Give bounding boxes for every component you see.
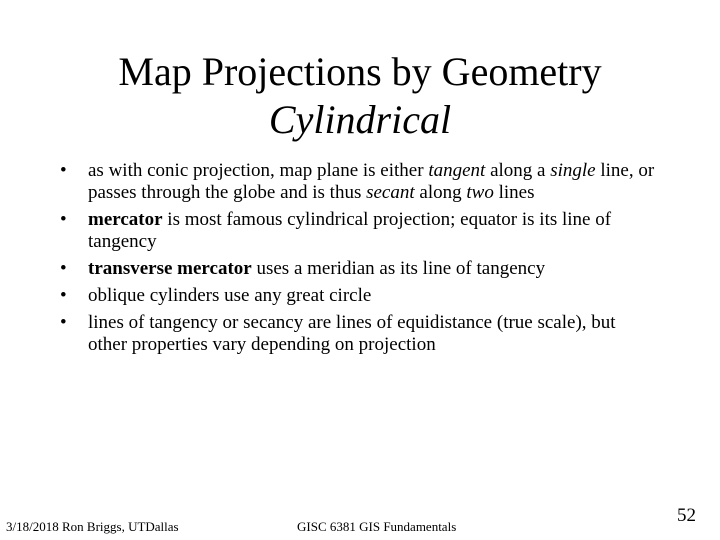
bullet-item — [56, 209, 656, 253]
bullet-text: transverse mercator — [88, 258, 252, 279]
bullet-item — [56, 312, 656, 356]
bullet-marker: • — [60, 160, 67, 181]
bullet-marker: • — [60, 258, 67, 279]
title-line-1: Map Projections by Geometry — [118, 49, 602, 94]
bullet-text: uses a meridian as its line of tangency — [251, 258, 546, 279]
bullet-list — [56, 160, 656, 361]
bullet-text: mercator — [88, 209, 163, 230]
bullet-text: line, or passes through the globe and is thus — [88, 160, 655, 203]
bullet-item — [56, 258, 656, 280]
bullet-text: tangent — [428, 160, 486, 181]
title-line-2: Cylindrical — [268, 97, 452, 142]
bullet-text: along — [414, 182, 467, 203]
page-number: 52 — [677, 505, 696, 526]
footer-date-author: 3/18/2018 Ron Briggs, UTDallas — [6, 519, 179, 534]
bullet-text: as with conic projection, map plane is either — [88, 160, 429, 181]
bullet-item — [56, 285, 656, 307]
bullet-item — [56, 160, 656, 204]
bullet-text: secant — [366, 182, 415, 203]
bullet-marker: • — [60, 285, 67, 306]
slide-title — [0, 48, 720, 144]
bullet-marker: • — [60, 312, 67, 333]
bullet-marker: • — [60, 209, 67, 230]
footer-course: GISC 6381 GIS Fundamentals — [297, 519, 457, 534]
bullet-text: single — [550, 160, 596, 181]
bullet-text: lines of tangency or secancy are lines of equidistance (true scale), but other properties vary depending on projection — [88, 312, 616, 355]
bullet-text: lines — [493, 182, 535, 203]
bullet-text: is most famous cylindrical projection; equator is its line of tangency — [88, 209, 612, 252]
bullet-text: oblique cylinders use any great circle — [88, 285, 372, 306]
bullet-text: two — [466, 182, 494, 203]
bullet-text: along a — [485, 160, 551, 181]
